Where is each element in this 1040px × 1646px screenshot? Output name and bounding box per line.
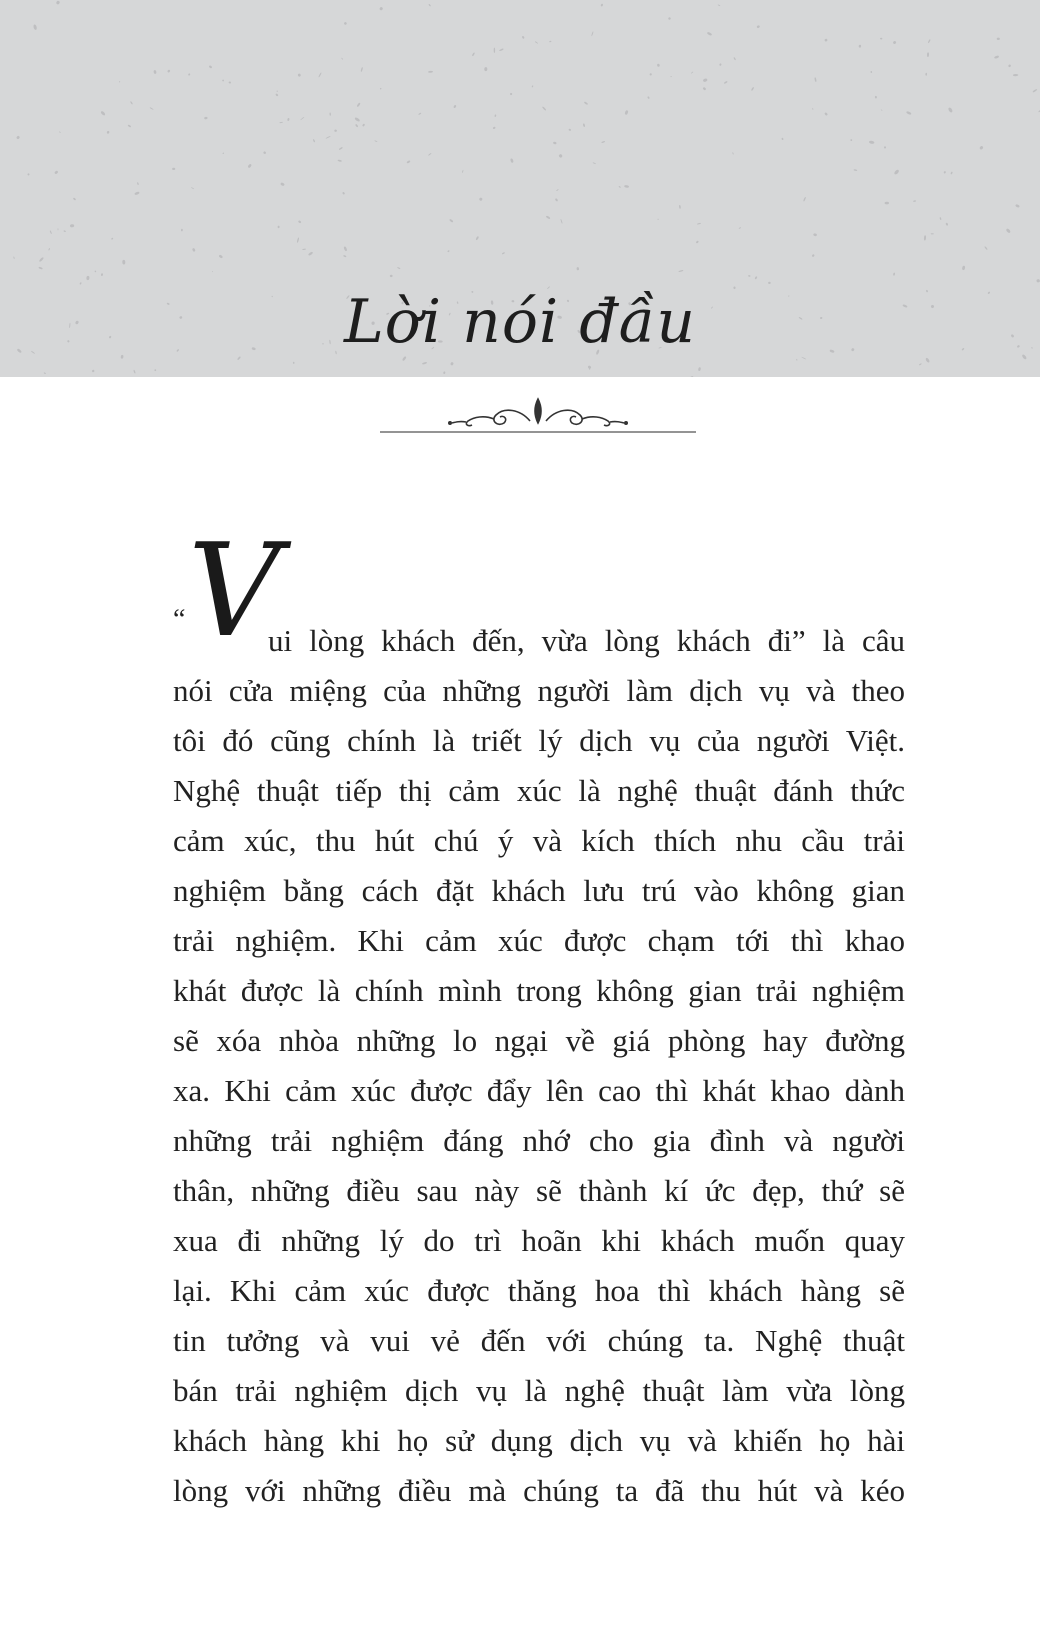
paper-speck	[397, 267, 401, 270]
paper-speck	[691, 71, 694, 73]
paper-speck	[181, 229, 183, 232]
paper-speck	[191, 187, 194, 189]
paper-speck	[850, 139, 852, 141]
text-line: bán trải nghiệm dịch vụ là nghệ thuật làm vừa lòng	[173, 1373, 905, 1408]
paper-speck	[428, 4, 431, 7]
paper-speck	[549, 41, 552, 43]
paper-speck	[343, 255, 347, 258]
paper-speck	[702, 87, 706, 91]
paper-speck	[670, 76, 672, 77]
paper-speck	[499, 48, 504, 51]
paper-speck	[756, 25, 760, 29]
paper-speck	[618, 186, 621, 188]
paper-speck	[390, 275, 393, 278]
paper-speck	[339, 147, 343, 151]
paper-speck	[542, 106, 547, 111]
paper-speck	[576, 267, 579, 270]
paper-speck	[122, 260, 125, 265]
paper-speck	[172, 168, 175, 171]
paper-speck	[881, 109, 883, 111]
paper-speck	[107, 131, 110, 134]
text-line: khách hàng khi họ sử dụng dịch vụ và khiến họ hài	[173, 1423, 905, 1458]
paper-speck	[167, 69, 170, 73]
paper-speck	[880, 38, 882, 40]
paper-speck	[647, 96, 650, 99]
paper-speck	[781, 137, 784, 140]
text-line: tin tưởng và vui vẻ đến với chúng ta. Nghệ thuật	[173, 1323, 905, 1358]
paper-speck	[803, 197, 806, 202]
paper-speck	[583, 123, 586, 127]
paper-speck	[718, 4, 721, 6]
paper-speck	[1015, 204, 1020, 208]
paper-speck	[696, 240, 699, 243]
paper-speck	[298, 220, 302, 224]
paper-speck	[556, 189, 559, 191]
paper-speck	[280, 182, 285, 186]
paper-speck	[379, 7, 383, 11]
paper-speck	[222, 152, 224, 154]
paper-speck	[475, 236, 479, 241]
paper-speck	[188, 73, 191, 76]
text-line: trải nghiệm. Khi cảm xúc được chạm tới thì khao	[173, 923, 905, 958]
paper-speck	[824, 38, 828, 42]
paper-speck	[247, 163, 252, 168]
paper-speck	[127, 124, 131, 127]
paper-speck	[204, 117, 208, 120]
paper-speck	[568, 129, 571, 131]
paper-speck	[679, 205, 681, 209]
paper-speck	[724, 81, 728, 84]
paper-speck	[318, 72, 322, 77]
paper-speck	[192, 248, 196, 252]
paper-speck	[927, 52, 929, 57]
paper-speck	[824, 112, 828, 116]
paper-speck	[443, 371, 446, 374]
paper-speck	[546, 215, 551, 219]
paper-speck	[535, 41, 539, 44]
paper-speck	[913, 200, 916, 202]
paper-speck	[812, 108, 813, 110]
paper-speck	[27, 173, 30, 176]
paper-speck	[418, 112, 421, 115]
paper-speck	[38, 266, 43, 269]
paper-speck	[584, 101, 588, 105]
paper-speck	[812, 254, 815, 257]
paper-speck	[101, 273, 103, 276]
paper-speck	[924, 235, 926, 240]
paper-speck	[885, 202, 889, 205]
paper-speck	[906, 111, 912, 115]
paper-speck	[263, 151, 267, 154]
text-line: cảm xúc, thu hút chú ý và kích thích nhu cầu trải	[173, 823, 905, 858]
paper-speck	[48, 248, 50, 251]
paper-speck	[329, 112, 331, 115]
paper-speck	[130, 101, 133, 105]
paper-speck	[278, 226, 280, 229]
paper-speck	[150, 107, 154, 110]
paper-speck	[754, 276, 757, 279]
text-line: tôi đó cũng chính là triết lý dịch vụ của người Việt.	[173, 723, 905, 758]
paper-speck	[1008, 64, 1011, 67]
paper-speck	[558, 154, 563, 159]
paper-speck	[601, 3, 604, 6]
paper-speck	[422, 362, 427, 365]
paper-speck	[1013, 74, 1019, 76]
paper-speck	[56, 0, 60, 5]
paper-speck	[1032, 89, 1037, 93]
text-line: xa. Khi cảm xúc được đẩy lên cao thì khát khao dành	[173, 1073, 905, 1108]
paper-speck	[601, 141, 605, 144]
text-line: lại. Khi cảm xúc được thăng hoa thì khách hàng sẽ	[173, 1273, 905, 1308]
paper-speck	[733, 57, 736, 60]
page-title: Lời nói đầu	[343, 287, 697, 357]
paper-speck	[984, 246, 988, 250]
paper-speck	[133, 370, 136, 374]
paper-speck	[703, 78, 708, 82]
paper-speck	[298, 73, 301, 76]
paper-speck	[153, 70, 156, 74]
paper-speck	[553, 141, 557, 144]
text-line: ui lòng khách đến, vừa lòng khách đi” là câu	[268, 623, 905, 658]
paper-speck	[948, 107, 954, 113]
text-line: Nghệ thuật tiếp thị cảm xúc là nghệ thuật đánh thức	[173, 773, 905, 808]
paper-speck	[707, 32, 713, 36]
paper-speck	[293, 362, 295, 364]
paper-speck	[657, 64, 660, 67]
paper-speck	[479, 197, 483, 201]
text-line: lòng với những điều mà chúng ta đã thu hút và kéo	[173, 1473, 905, 1508]
paper-speck	[657, 219, 658, 220]
paper-speck	[428, 71, 433, 73]
paper-speck	[119, 81, 121, 83]
paper-speck	[276, 90, 278, 92]
paper-speck	[690, 376, 693, 377]
paper-speck	[13, 256, 15, 259]
paper-speck	[59, 131, 61, 133]
paper-speck	[678, 270, 683, 273]
paper-speck	[869, 140, 875, 144]
paper-speck	[380, 88, 382, 90]
paper-speck	[100, 110, 106, 116]
paper-speck	[354, 117, 360, 122]
paper-speck	[453, 105, 456, 109]
text-line: sẽ xóa nhòa những lo ngại về giá phòng hay đường	[173, 1023, 905, 1058]
flourish-divider	[380, 395, 696, 437]
paper-speck	[374, 140, 377, 142]
paper-speck	[945, 222, 948, 226]
paper-speck	[297, 237, 300, 243]
paper-speck	[218, 254, 223, 258]
paper-speck	[63, 230, 66, 232]
paper-speck	[472, 52, 475, 56]
paper-speck	[450, 362, 454, 366]
paper-speck	[92, 369, 95, 372]
paper-speck	[698, 367, 701, 371]
paper-speck	[308, 251, 313, 256]
paper-speck	[962, 265, 966, 270]
paper-speck	[300, 117, 304, 121]
paper-speck	[356, 102, 360, 107]
paper-speck	[939, 217, 941, 220]
paper-speck	[39, 257, 45, 263]
paper-speck	[925, 73, 927, 76]
paper-speck	[484, 67, 487, 71]
text-line: nói cửa miệng của những người làm dịch vụ và theo	[173, 673, 905, 708]
paper-speck	[875, 96, 877, 99]
paper-speck	[302, 248, 306, 250]
paper-speck	[334, 129, 337, 132]
paper-speck	[650, 73, 652, 75]
paper-speck	[287, 118, 289, 121]
paper-speck	[313, 139, 316, 143]
paper-speck	[624, 110, 628, 115]
paper-speck	[275, 93, 278, 96]
paper-speck	[212, 271, 213, 272]
paper-speck	[428, 153, 432, 156]
paper-speck	[342, 192, 345, 195]
paper-speck	[362, 123, 365, 126]
paper-speck	[16, 135, 20, 139]
paper-speck	[593, 162, 597, 164]
paper-speck	[406, 160, 410, 164]
paper-speck	[928, 39, 931, 43]
paper-speck	[86, 276, 89, 280]
paper-speck	[494, 48, 495, 53]
paper-speck	[33, 24, 37, 30]
paper-speck	[54, 170, 58, 174]
paper-speck	[325, 136, 330, 139]
paper-speck	[137, 182, 139, 185]
paper-speck	[884, 146, 887, 149]
paper-speck	[222, 79, 224, 81]
paper-speck	[719, 63, 722, 66]
paper-speck	[814, 77, 816, 82]
paper-speck	[813, 233, 817, 236]
drop-cap-letter: V	[188, 517, 281, 666]
paper-speck	[870, 71, 872, 73]
paper-speck	[893, 272, 895, 275]
paper-speck	[111, 237, 114, 239]
paper-speck	[502, 252, 505, 255]
paper-speck	[1006, 228, 1012, 234]
paper-speck	[341, 58, 343, 60]
paper-speck	[154, 369, 156, 371]
paper-speck	[58, 228, 59, 230]
paper-speck	[531, 85, 533, 88]
paper-speck	[228, 81, 231, 83]
paper-speck	[697, 223, 701, 225]
paper-speck	[493, 126, 496, 129]
paper-speck	[94, 270, 96, 272]
paper-speck	[994, 55, 999, 59]
paper-speck	[859, 45, 862, 48]
paper-speck	[462, 170, 464, 173]
paper-speck	[668, 17, 671, 20]
paper-speck	[560, 219, 562, 224]
paper-speck	[591, 31, 593, 36]
paper-speck	[43, 372, 46, 374]
opening-quote-mark: “	[173, 604, 186, 635]
paper-speck	[919, 363, 922, 366]
paper-speck	[997, 37, 1000, 40]
paper-speck	[510, 92, 513, 95]
text-line: xua đi những lý do trì hoãn khi khách muốn quay	[173, 1223, 905, 1258]
paper-speck	[748, 275, 751, 277]
paper-speck	[624, 185, 629, 188]
paper-speck	[894, 169, 900, 175]
paper-speck	[555, 198, 558, 202]
paper-speck	[931, 233, 934, 234]
paper-speck	[979, 145, 984, 150]
paper-speck	[134, 191, 140, 195]
paper-speck	[50, 230, 53, 234]
paper-speck	[853, 169, 857, 171]
paper-speck	[449, 219, 454, 223]
preface-paragraph	[173, 616, 905, 1516]
paper-speck	[510, 158, 514, 163]
paper-speck	[732, 152, 734, 155]
paper-speck	[447, 250, 450, 253]
paper-speck	[337, 159, 341, 162]
text-line: thân, những điều sau này sẽ thành kí ức đẹp, thứ sẽ	[173, 1173, 905, 1208]
paper-speck	[494, 114, 496, 117]
text-line: nghiệm bằng cách đặt khách lưu trú vào không gian	[173, 873, 905, 908]
paper-speck	[522, 36, 525, 39]
paper-speck	[943, 171, 946, 174]
text-line: khát được là chính mình trong không gian trải nghiệm	[173, 973, 905, 1008]
paper-speck	[209, 65, 213, 69]
paper-speck	[70, 224, 74, 227]
paper-speck	[950, 171, 953, 174]
paper-speck	[343, 246, 347, 251]
text-line: những trải nghiệm đáng nhớ cho gia đình và người	[173, 1123, 905, 1158]
paper-speck	[893, 40, 897, 44]
paper-speck	[344, 22, 347, 25]
paper-speck	[360, 67, 363, 72]
paper-speck	[751, 87, 754, 91]
paper-speck	[279, 122, 283, 124]
paper-speck	[355, 124, 358, 128]
paper-speck	[73, 197, 76, 200]
paper-speck	[739, 227, 742, 229]
